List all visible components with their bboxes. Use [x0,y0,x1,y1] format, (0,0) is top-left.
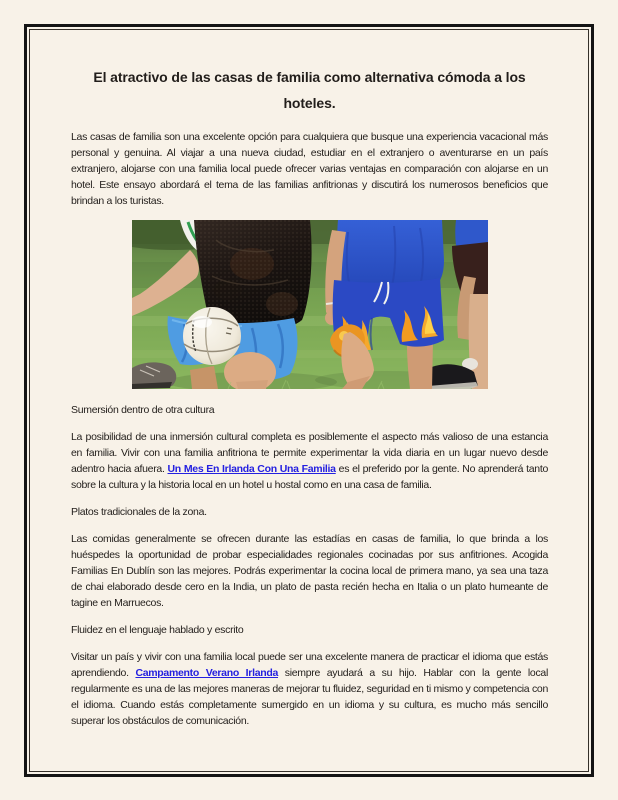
link-campamento-verano-irlanda[interactable]: Campamento Verano Irlanda [135,667,279,679]
paragraph-text: La posibilidad de una inmersión cultural completa es posiblemente el aspecto más valioso de una estancia en familia. Vivir con una familia anfitriona te permite experimentar la vida diaria en un lugar nuevo desde adentro hacia afuera. [71,431,548,475]
intro-paragraph: Las casas de familia son una excelente opción para cualquiera que busque una experiencia vacacional más personal y genuina. Al viajar a una nueva ciudad, estudiar en el extranjero o aventurarse en un país extranjero, alojarse con una familia local puede ofrecer varias ventajas en comparación con alojarse en un hotel. Este ensayo abordará el tema de las familias anfitrionas y discutirá los numerosos beneficios que brindan a los turistas. [71,131,548,207]
section-heading-culture: Sumersión dentro de otra cultura [71,404,215,416]
paragraph-text: es el preferido por la gente. No aprenderá tanto sobre la cultura y la historia local en un hotel u hostal como en una casa de familia. [71,463,549,491]
link-un-mes-en-irlanda[interactable]: Un Mes En Irlanda Con Una Familia [167,463,336,475]
section-heading-fluidez: Fluidez en el lenguaje hablado y escrito [71,624,244,636]
page-content [29,29,589,772]
article-photo [71,220,548,389]
soccer-photo-illustration [132,220,488,389]
section-paragraph-platos: Las comidas generalmente se ofrecen durante las estadías en casas de familia, lo que brinda a los huéspedes la oportunidad de probar especialidades regionales cocinadas por sus anfitriones. Acogida Familias En Dublín son las mejores. Podrás experimentar la cocina local de primera mano, ya sea una taza de chai elaborado desde cero en la India, un plato de pasta recién hecha en Italia o un plato humeante de tagine en Marruecos. [71,533,548,609]
section-paragraph-culture [71,429,548,493]
section-paragraph-fluidez [71,649,548,729]
photo-ball [183,307,241,365]
paragraph-text: Visitar un país y vivir con una familia local puede ser una excelente manera de practicar el idioma que estás aprendiendo. [71,651,548,679]
paragraph-text: siempre ayudará a su hijo. Hablar con la gente local regularmente es una de las mejores maneras de mejorar tu fluidez, seguridad en ti mismo y competencia con el idioma. Cuando estás completamente sumergido en un idioma y su cultura, es mucho más sencillo superar los obstáculos de comunicación. [71,667,548,727]
article-title: El atractivo de las casas de familia como alternativa cómoda a los hoteles. [93,69,526,111]
section-heading-platos: Platos tradicionales de la zona. [71,506,207,518]
page-border [24,24,594,777]
